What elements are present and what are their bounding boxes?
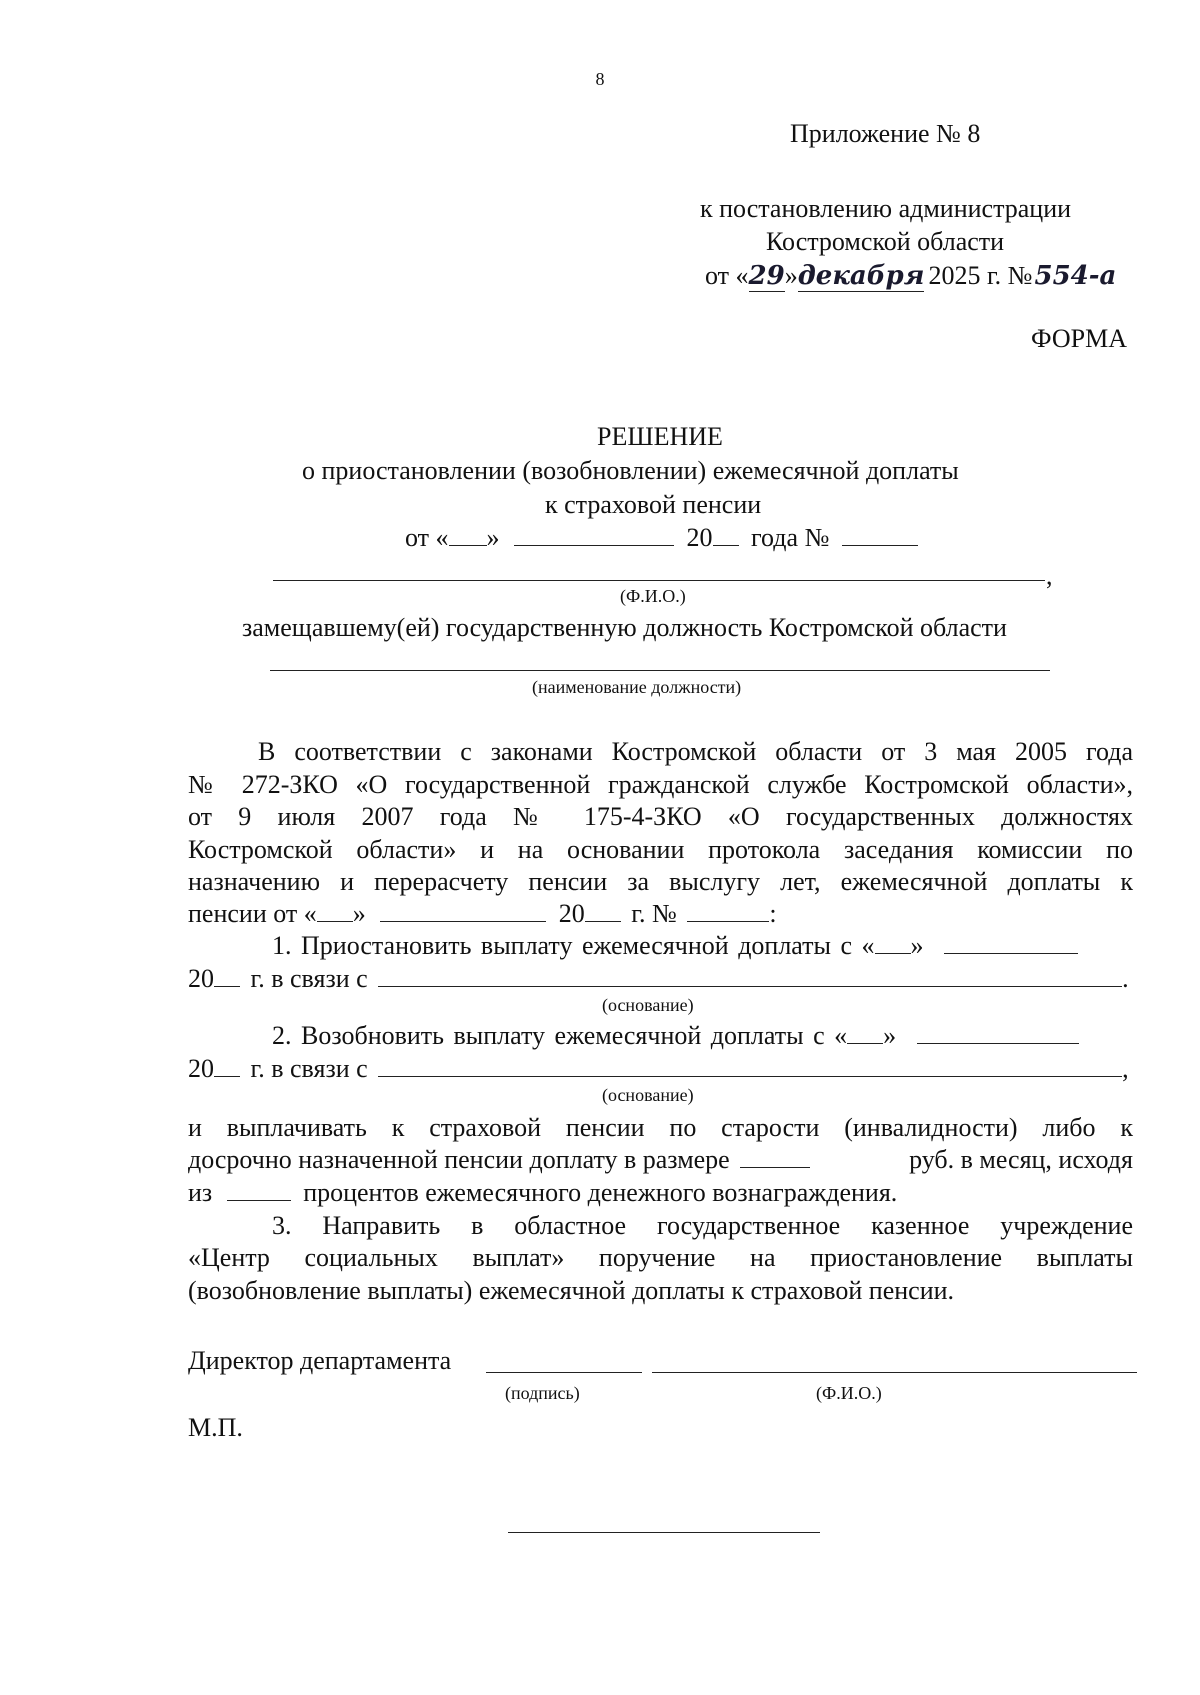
item2-year-blank[interactable] [214, 1054, 240, 1077]
item2-reason-label: г. в связи с [250, 1054, 368, 1083]
header-decree-line1: к постановлению администрации [700, 194, 1072, 223]
decision-date-quote: » [486, 523, 500, 552]
body-p1-line1: В соответствии с законами Костромской области от 3 мая 2005 года [258, 737, 1133, 766]
item2-line2 [188, 1053, 1129, 1085]
decision-month-blank[interactable] [514, 523, 674, 546]
decree-number-handwritten: 554-а [1034, 261, 1117, 291]
item1-text: 1. Приостановить выплату ежемесячной доплаты с « [272, 931, 875, 960]
director-fio-blank-line[interactable] [652, 1372, 1137, 1373]
body-p1-line4: Костромской области» и на основании протокола заседания комиссии по [188, 835, 1133, 864]
p2-percent-prefix: из [188, 1178, 213, 1207]
director-fio-caption: (Ф.И.О.) [816, 1383, 882, 1403]
p2-percent-text: процентов ежемесячного денежного вознаграждения. [303, 1178, 898, 1207]
protocol-month-blank[interactable] [380, 899, 546, 922]
decision-number-label: года № [751, 523, 830, 552]
item2-quote: » [883, 1021, 897, 1050]
item1-line2 [188, 963, 1129, 995]
form-label: ФОРМА [1031, 324, 1127, 353]
date-day-handwritten: 29 [748, 261, 785, 291]
protocol-number-label: г. № [631, 899, 677, 928]
p2-amount-blank[interactable] [740, 1145, 810, 1168]
p2-amount-label: досрочно назначенной пенсии доплату в размере [188, 1145, 730, 1174]
protocol-date-quote: » [352, 899, 366, 928]
body-p2-line3 [188, 1177, 897, 1209]
fio-comma: , [1046, 561, 1053, 590]
body-p1-line3: от 9 июля 2007 года № 175-4-ЗКО «О государственных должностях [188, 802, 1133, 831]
p2-amount-suffix: руб. в месяц, исходя [909, 1145, 1133, 1174]
closing-separator [508, 1532, 820, 1533]
item2-caption: (основание) [602, 1085, 694, 1105]
decision-year-blank[interactable] [713, 523, 739, 546]
item1-day-blank[interactable] [875, 931, 911, 954]
header-decree-line2: Костромской области [766, 227, 1005, 256]
body-p1-line5: назначению и перерасчету пенсии за выслугу лет, ежемесячной доплаты к [188, 867, 1133, 896]
item2-year-prefix: 20 [188, 1054, 214, 1083]
item2-day-blank[interactable] [847, 1021, 883, 1044]
position-blank-line[interactable] [270, 670, 1050, 671]
item3-line1: 3. Направить в областное государственное казенное учреждение [272, 1211, 1133, 1240]
item1-year-blank[interactable] [214, 964, 240, 987]
fio-caption: (Ф.И.О.) [620, 586, 686, 606]
decision-day-blank[interactable] [449, 523, 487, 546]
decision-date-year: 20 [686, 523, 713, 552]
item2-text: 2. Возобновить выплату ежемесячной доплаты с « [272, 1021, 848, 1050]
p2-percent-blank[interactable] [227, 1178, 291, 1201]
date-month-handwritten: декабря [797, 261, 925, 291]
body-p2-line2 [188, 1144, 1133, 1176]
item1-caption: (основание) [602, 995, 694, 1015]
item1-year-prefix: 20 [188, 964, 214, 993]
item3-line2: «Центр социальных выплат» поручение на приостановление выплаты [188, 1243, 1133, 1272]
protocol-colon: : [769, 899, 777, 928]
decision-subtitle-line1: о приостановлении (возобновлении) ежемесячной доплаты [302, 456, 959, 485]
protocol-number-blank[interactable] [687, 899, 769, 922]
protocol-year-prefix: 20 [558, 899, 585, 928]
director-label: Директор департамента [188, 1346, 452, 1375]
item2-line1 [272, 1020, 1079, 1052]
body-p1-line2: № 272-ЗКО «О государственной гражданской службе Костромской области», [188, 770, 1133, 799]
item3-line3: (возобновление выплаты) ежемесячной доплаты к страховой пенсии. [188, 1276, 955, 1305]
item1-reason-label: г. в связи с [250, 964, 368, 993]
decision-date-from: от « [405, 523, 449, 552]
decision-date-line [405, 522, 918, 554]
item1-period: . [1122, 964, 1129, 993]
item2-comma: , [1122, 1054, 1129, 1083]
page-number: 8 [595, 69, 605, 89]
date-prefix: от « [705, 261, 749, 290]
item1-line1 [272, 930, 1134, 962]
item2-reason-blank[interactable] [378, 1054, 1122, 1077]
date-year: 2025 г. № [928, 261, 1033, 290]
stamp-place-label: М.П. [188, 1413, 243, 1442]
item1-reason-blank[interactable] [378, 964, 1122, 987]
signature-caption: (подпись) [505, 1383, 580, 1403]
signature-blank-line[interactable] [486, 1372, 642, 1373]
date-mid: » [784, 261, 798, 290]
body-p1-line6 [188, 898, 777, 930]
appendix-label: Приложение № 8 [790, 119, 981, 148]
decision-subtitle-line2: к страховой пенсии [545, 490, 762, 519]
item2-month-blank[interactable] [917, 1021, 1079, 1044]
protocol-year-blank[interactable] [585, 899, 621, 922]
header-decree-date [705, 260, 1116, 292]
item1-month-blank[interactable] [944, 931, 1078, 954]
protocol-day-blank[interactable] [317, 899, 353, 922]
protocol-date-prefix: пенсии от « [188, 899, 317, 928]
position-caption: (наименование должности) [532, 677, 742, 697]
fio-blank-line[interactable] [273, 580, 1045, 581]
body-p2-line1: и выплачивать к страховой пенсии по старости (инвалидности) либо к [188, 1113, 1133, 1142]
item1-quote: » [910, 931, 924, 960]
decision-heading: РЕШЕНИЕ [597, 422, 723, 451]
position-line: замещавшему(ей) государственную должность Костромской области [242, 613, 1007, 642]
decision-number-blank[interactable] [842, 523, 918, 546]
